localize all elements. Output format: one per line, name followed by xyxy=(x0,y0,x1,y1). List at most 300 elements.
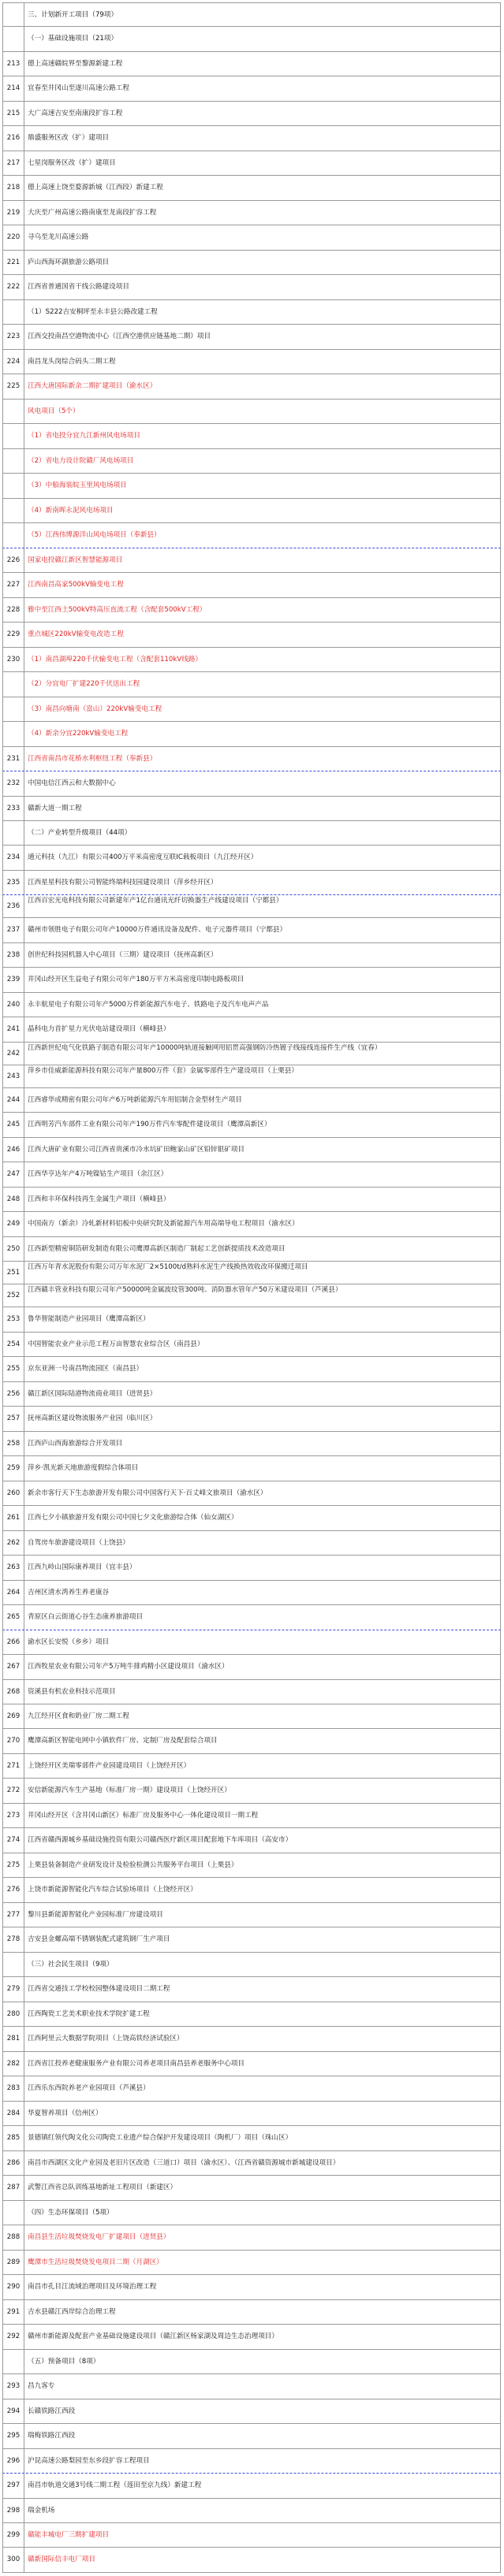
project-name: 京东亚洲一号南昌物流园区（南昌县） xyxy=(28,1365,144,1373)
project-name: （1）南昌湖埠220千伏输变电工程（含配套110kV线路） xyxy=(28,655,203,664)
row-number: 279 xyxy=(3,1977,24,2001)
project-name: 井冈山经开区（含井冈山新区）标准厂房及服务中心一体化建设项目一期工程 xyxy=(28,1811,259,1820)
row-number: 224 xyxy=(3,350,24,374)
table-row xyxy=(2,2449,501,2474)
project-name: （4）新南晖永泥风电场项目 xyxy=(28,506,114,515)
project-name: 雅中至江西土500kV特高压直流工程（含配套500kV工程） xyxy=(28,605,207,614)
project-name: 江西和丰环保科技再生金属生产项目（横峰县） xyxy=(28,1195,170,1203)
table-row xyxy=(2,2474,501,2498)
row-number: 286 xyxy=(3,2151,24,2175)
table-row xyxy=(2,2,501,27)
row-number: 292 xyxy=(3,2325,24,2348)
row-number: 227 xyxy=(3,573,24,597)
project-name: 江西新世纪电气化铁路子制造有限公司年产10000吨轨道接触网用铝贯高强钢防冷热镀子线接线连接件生产线（宜春） xyxy=(28,1043,382,1052)
table-row xyxy=(2,623,501,647)
row-number xyxy=(3,449,24,473)
table-row xyxy=(2,1043,501,1065)
row-number: 247 xyxy=(3,1162,24,1186)
table-row xyxy=(2,1927,501,1952)
table-row xyxy=(2,201,501,225)
table-row xyxy=(2,1704,501,1729)
row-number: 299 xyxy=(3,2523,24,2547)
row-number: 226 xyxy=(3,548,24,572)
project-name: 庐山西海环湖旅游公路项目 xyxy=(28,258,110,266)
table-row xyxy=(2,1556,501,1580)
table-row xyxy=(2,1531,501,1556)
table-row xyxy=(2,2251,501,2275)
project-name: 国家电投赣江新区智慧能源项目 xyxy=(28,556,123,564)
project-name: 风电项目（5个） xyxy=(28,407,80,415)
table-row xyxy=(2,1284,501,1307)
table-row xyxy=(2,1729,501,1753)
row-number: 245 xyxy=(3,1113,24,1136)
row-number: 253 xyxy=(3,1307,24,1331)
project-name: （3）中船海装皖玉里风电场项目 xyxy=(28,481,127,490)
row-number: 258 xyxy=(3,1432,24,1455)
row-number: 296 xyxy=(3,2449,24,2473)
row-number: 222 xyxy=(3,275,24,299)
table-row xyxy=(2,968,501,992)
row-number: 264 xyxy=(3,1581,24,1604)
table-row xyxy=(2,1382,501,1407)
project-name: 江西明芳汽车部件工业有限公司年产190万件汽车零配件建设项目（鹰潭高新区） xyxy=(28,1121,271,1129)
project-name: 德上高速上饶至婺源新城（江西段）新建工程 xyxy=(28,184,163,192)
table-row xyxy=(2,1804,501,1828)
row-number: 255 xyxy=(3,1357,24,1381)
row-number: 294 xyxy=(3,2399,24,2423)
table-row xyxy=(2,1333,501,1357)
project-name: 江西省普通国省干线公路建设项目 xyxy=(28,283,129,292)
project-name: （四）生态环保项目（5项） xyxy=(28,2208,114,2217)
row-number xyxy=(3,722,24,745)
table-row xyxy=(2,846,501,870)
project-name: 江西星星科技有限公司智能终端科技园建设项目（萍乡经开区） xyxy=(28,878,218,887)
project-name: （二）产业转型升级项目（44项） xyxy=(28,828,132,837)
row-number: 241 xyxy=(3,1017,24,1041)
row-number: 248 xyxy=(3,1188,24,1211)
row-number: 298 xyxy=(3,2499,24,2522)
row-number: 263 xyxy=(3,1556,24,1579)
project-name: 江西大唐矿业有限公司江西省贵溪市冷水坑矿田鲍家山矿区铅锌银矿项目 xyxy=(28,1145,245,1154)
row-number: 238 xyxy=(3,943,24,967)
table-row xyxy=(2,1357,501,1381)
table-row xyxy=(2,2027,501,2051)
table-row xyxy=(2,895,501,918)
project-name: （2）省电力设计院赣厂风电场项目 xyxy=(28,456,134,465)
row-number xyxy=(3,499,24,522)
project-name: 长赣铁路江西段 xyxy=(28,2407,76,2415)
row-number: 281 xyxy=(3,2027,24,2050)
project-name: 华夏智养项目（信州区） xyxy=(28,2109,103,2117)
project-name: 重点城区220kV输变电改造工程 xyxy=(28,630,124,639)
row-number xyxy=(3,1953,24,1976)
table-row xyxy=(2,1953,501,1977)
table-row xyxy=(2,1655,501,1679)
row-number: 231 xyxy=(3,747,24,771)
table-row xyxy=(2,2052,501,2076)
row-number: 283 xyxy=(3,2076,24,2100)
project-name: 自驾房车旅游建设项目（上饶县） xyxy=(28,1538,129,1547)
project-name: 江西九岭山国际康养项目（宜丰县） xyxy=(28,1563,136,1572)
table-row xyxy=(2,821,501,846)
table-row xyxy=(2,1088,501,1113)
project-name: （2）分宜电厂扩建220千伏送出工程 xyxy=(28,680,140,689)
row-number: 246 xyxy=(3,1138,24,1162)
row-number: 291 xyxy=(3,2300,24,2324)
table-row xyxy=(2,1506,501,1530)
table-row xyxy=(2,672,501,697)
row-number: 259 xyxy=(3,1456,24,1480)
row-number: 219 xyxy=(3,201,24,225)
project-name: 南昌市孔目江流域治理项目及环境治理工程 xyxy=(28,2283,157,2292)
table-row xyxy=(2,573,501,597)
row-number: 223 xyxy=(3,325,24,348)
table-row xyxy=(2,993,501,1017)
project-name: 德上高速赣皖界至黎源新建工程 xyxy=(28,59,123,68)
row-number: 243 xyxy=(3,1065,24,1087)
row-number xyxy=(3,474,24,497)
project-name: 井冈山经开区生益电子有限公司年产180万平方米高密度印制电路板项目 xyxy=(28,976,245,984)
row-number: 215 xyxy=(3,102,24,125)
table-row xyxy=(2,2076,501,2101)
table-row xyxy=(2,76,501,101)
project-name: （3）南昌向塘南（富山）220kV输变电工程 xyxy=(28,704,162,713)
project-name: 中国电信江西云和大数据中心 xyxy=(28,779,116,788)
project-name: 鼎盛服务区改（扩）建项目 xyxy=(28,134,110,143)
row-number: 256 xyxy=(3,1382,24,1406)
project-name: 江西睿华成精密有限公司年产6万吨新能源汽车用铝制合金型材生产项目 xyxy=(28,1095,242,1104)
row-number: 216 xyxy=(3,126,24,150)
project-name: 江西庐山西海旅游综合开发项目 xyxy=(28,1439,123,1448)
table-row xyxy=(2,251,501,275)
project-name: 大广高速吉安至南康段扩容工程 xyxy=(28,109,123,117)
row-number: 266 xyxy=(3,1630,24,1654)
row-number xyxy=(3,424,24,448)
row-number xyxy=(3,697,24,721)
table-row xyxy=(2,2102,501,2126)
project-name: 新余市客行天下生态旅游开发有限公司中国客行天下·百丈峰文旅项目（渝水区） xyxy=(28,1489,267,1497)
row-number: 285 xyxy=(3,2126,24,2150)
row-number xyxy=(3,672,24,696)
project-name: 中国南方（新余）冷轧新材料铝板中央研究院及新能源汽车用高端导电工程项目（渝水区） xyxy=(28,1220,299,1229)
table-row xyxy=(2,771,501,796)
project-name: 瑞金机场 xyxy=(28,2506,55,2515)
table-row xyxy=(2,548,501,573)
row-number: 214 xyxy=(3,76,24,100)
row-number: 240 xyxy=(3,993,24,1017)
project-name: 江西乐东西院养老产业园项目（芦溪县） xyxy=(28,2084,150,2093)
table-row xyxy=(2,797,501,821)
table-row xyxy=(2,2151,501,2176)
row-number: 234 xyxy=(3,846,24,869)
table-row xyxy=(2,1630,501,1655)
project-name: 南昌龙头岗综合码头二期工程 xyxy=(28,357,116,366)
project-table xyxy=(2,2,501,2573)
row-number: 218 xyxy=(3,176,24,199)
project-name: 鹰潭高新区智能电网中小镇软件厂房、定制厂房及配套综合项目 xyxy=(28,1737,218,1745)
table-row xyxy=(2,1456,501,1481)
project-name: 赣新国际信丰电厂项目 xyxy=(28,2556,95,2564)
project-name: 江西七夕小镇旅游开发有限公司中国七夕文化旅游综合体（仙女湖区） xyxy=(28,1514,238,1522)
table-row xyxy=(2,943,501,968)
row-number: 239 xyxy=(3,968,24,991)
table-row xyxy=(2,2499,501,2523)
table-row xyxy=(2,1779,501,1803)
row-number: 271 xyxy=(3,1754,24,1778)
row-number xyxy=(3,2201,24,2225)
row-number: 250 xyxy=(3,1237,24,1261)
project-name: 晶科电力首扩星力光伏电站建设项目（横峰县） xyxy=(28,1025,170,1034)
table-row xyxy=(2,1188,501,1212)
project-name: 江西百宏光电科技有限公司新建年产1亿台通讯光纤切换器生产线建设项目（宁都县） xyxy=(28,897,283,905)
row-number: 269 xyxy=(3,1704,24,1728)
table-row xyxy=(2,2374,501,2399)
row-number: 276 xyxy=(3,1878,24,1901)
project-name: 江西南昌高家500kV输变电工程 xyxy=(28,581,124,589)
table-row xyxy=(2,1162,501,1187)
project-name: 赣江新区国际陆港物流商业项目（进贤县） xyxy=(28,1389,157,1398)
row-number: 268 xyxy=(3,1680,24,1704)
table-row xyxy=(2,325,501,349)
table-row xyxy=(2,1754,501,1779)
table-row xyxy=(2,598,501,623)
project-name: 通元科技（九江）有限公司400万平米高密度互联IC载板项目（九江经开区） xyxy=(28,853,258,862)
project-name: 昌九客专 xyxy=(28,2382,55,2391)
table-row xyxy=(2,747,501,771)
row-number: 290 xyxy=(3,2275,24,2299)
row-number: 229 xyxy=(3,623,24,646)
row-number: 275 xyxy=(3,1853,24,1877)
project-name: 瑞梅铁路江西段 xyxy=(28,2432,76,2440)
row-number: 295 xyxy=(3,2424,24,2448)
table-row xyxy=(2,1113,501,1137)
row-number: 233 xyxy=(3,797,24,820)
table-row xyxy=(2,52,501,76)
project-name: 武警江西省总队训练基地新址工程项目（新建区） xyxy=(28,2184,177,2192)
project-name: 景德镇红领代陶文化公司陶瓷工业遗产综合保护开发建设项目（陶机厂）项目（珠山区） xyxy=(28,2134,293,2143)
table-row xyxy=(2,1017,501,1042)
project-name: （1）省电投分宜九江新州风电场项目 xyxy=(28,432,140,440)
project-name: 大庆至广州高速公路南康至龙南段扩容工程 xyxy=(28,208,157,217)
project-name: 吉州区清水湾养生养老康谷 xyxy=(28,1588,110,1597)
project-name: 赣能丰城电厂三期扩建项目 xyxy=(28,2530,110,2539)
row-number: 225 xyxy=(3,374,24,398)
row-number: 287 xyxy=(3,2176,24,2199)
table-row xyxy=(2,1853,501,1878)
table-row xyxy=(2,1237,501,1262)
table-row xyxy=(2,374,501,399)
table-row xyxy=(2,1481,501,1506)
table-row xyxy=(2,499,501,523)
table-row xyxy=(2,2225,501,2250)
row-number: 278 xyxy=(3,1927,24,1951)
row-number xyxy=(3,400,24,423)
project-name: 赣州市新能源及配套产业基础设施建设项目（赣江新区杨家湖及周边生态治理项目） xyxy=(28,2333,278,2341)
table-row xyxy=(2,126,501,151)
table-row xyxy=(2,2176,501,2200)
row-number: 221 xyxy=(3,251,24,274)
table-row xyxy=(2,2350,501,2374)
project-name: 江西阿里云大数据学院项目（上饶高铁经济试验区） xyxy=(28,2035,184,2043)
project-name: 赣新大道一期工程 xyxy=(28,804,82,812)
row-number: 272 xyxy=(3,1779,24,1802)
project-name: 青原区白云街道心谷生态康养旅游项目 xyxy=(28,1613,144,1622)
table-row xyxy=(2,2275,501,2299)
table-row xyxy=(2,275,501,299)
table-row xyxy=(2,1878,501,1902)
table-row xyxy=(2,1977,501,2002)
table-row xyxy=(2,2300,501,2325)
row-number: 274 xyxy=(3,1828,24,1852)
row-number: 251 xyxy=(3,1262,24,1284)
project-name: 萍乡·凯光新天地旅游度假综合体项目 xyxy=(28,1464,139,1473)
table-row xyxy=(2,27,501,51)
table-row xyxy=(2,102,501,126)
project-name: 上栗县装备制造产业研发设计及检验检测公共服务平台项目（上栗县） xyxy=(28,1860,238,1869)
table-row xyxy=(2,1138,501,1162)
table-row xyxy=(2,918,501,942)
row-number: 267 xyxy=(3,1655,24,1678)
table-row xyxy=(2,1605,501,1630)
row-number: 297 xyxy=(3,2474,24,2497)
table-row xyxy=(2,400,501,424)
project-name: 江西华亨达年产4万吨镍钴生产项目（余江区） xyxy=(28,1170,168,1179)
project-name: 南昌市轨道交通3号线二期工程（莲田至京九线）新建工程 xyxy=(28,2481,202,2490)
project-name: 赣州市领胜电子有限公司年产10000万件通讯设备及配件、电子元器件项目（宁都县） xyxy=(28,926,287,935)
row-number xyxy=(3,523,24,547)
project-name: 南昌市西湖区文化产业园及老旧片区改造（三道口）项目（渝水区）、（江西省赣资源城市新城建设项目） xyxy=(28,2158,340,2167)
row-number: 236 xyxy=(3,895,24,917)
project-name: （三）社会民生项目（9项） xyxy=(28,1960,114,1968)
row-number: 300 xyxy=(3,2548,24,2571)
row-number: 252 xyxy=(3,1284,24,1307)
project-name: 江西交投南昌空港物流中心（江西空港供应链基地二期）项目 xyxy=(28,333,211,341)
row-number xyxy=(3,300,24,324)
project-name: 江西省江投养老健康服务产业有限公司养老项目南昌县养老服务中心项目 xyxy=(28,2059,245,2068)
project-name: 中国智能农业产业示范工程万亩智慧农业综合区（南昌县） xyxy=(28,1340,204,1348)
row-number: 262 xyxy=(3,1531,24,1555)
row-number: 280 xyxy=(3,2002,24,2026)
project-name: 创世纪科技园机器人中心项目（三期）建设项目（抚州高新区） xyxy=(28,950,218,959)
project-name: 江西省南昌市花桥水利枢纽工程（奉新县） xyxy=(28,754,157,763)
row-number: 217 xyxy=(3,151,24,175)
row-number: 277 xyxy=(3,1903,24,1927)
row-number: 261 xyxy=(3,1506,24,1530)
table-row xyxy=(2,176,501,200)
project-name: 九江经开区食和奶业厂房二期工程 xyxy=(28,1712,129,1720)
row-number xyxy=(3,821,24,845)
project-name: 江西陶瓷工艺美术职业技术学院扩建工程 xyxy=(28,2009,150,2018)
table-row xyxy=(2,871,501,895)
row-number: 220 xyxy=(3,225,24,249)
table-row xyxy=(2,1903,501,1927)
table-row xyxy=(2,1581,501,1605)
project-name: 抚州高新区建设物流服务产业园（临川区） xyxy=(28,1414,157,1423)
table-row xyxy=(2,1307,501,1332)
project-name: 萍乡市佳威新能源科技有限公司年产量800万件（套）金属零部件生产建设项目（上栗县） xyxy=(28,1066,298,1075)
project-name: 三、计划新开工项目（79项） xyxy=(28,11,118,19)
project-name: 上饶经开区美瑞零部件产业园建设项目（上饶经开区） xyxy=(28,1761,191,1770)
table-row xyxy=(2,523,501,548)
row-number: 249 xyxy=(3,1212,24,1236)
table-row xyxy=(2,2548,501,2572)
row-number: 260 xyxy=(3,1481,24,1505)
project-name: 江西大唐国际新余二期扩建项目（渝水区） xyxy=(28,382,157,391)
project-name: 永丰航星电子有限公司年产5000万件新能源汽车电子、铁路电子及汽车电声产品 xyxy=(28,1000,269,1009)
project-name: 吉安县金螺高端不锈钢装配式建筑钢厂生产项目 xyxy=(28,1935,170,1944)
row-number xyxy=(3,27,24,50)
table-row xyxy=(2,1828,501,1853)
row-number: 228 xyxy=(3,598,24,622)
project-name: 南昌县生活垃圾焚烧发电厂扩建项目（进贤县） xyxy=(28,2233,170,2242)
project-name: （五）预备项目（8项） xyxy=(28,2357,100,2366)
project-name: 安信新能源汽车生产基地（标准厂房一期）建设项目（上饶经开区） xyxy=(28,1786,231,1795)
project-name: 江西省交通技工学校校园整体建设项目二期工程 xyxy=(28,1985,170,1994)
table-row xyxy=(2,2399,501,2424)
table-row xyxy=(2,424,501,448)
row-number: 288 xyxy=(3,2225,24,2249)
project-name: 黎川县新能源智能化产业园标准厂房建设项目 xyxy=(28,1910,163,1919)
row-number: 289 xyxy=(3,2251,24,2274)
table-row xyxy=(2,1407,501,1431)
project-name: （4）新余分宜220kV输变电工程 xyxy=(28,730,129,738)
row-number: 270 xyxy=(3,1729,24,1753)
project-name: 资溪县有机农业科技示范项目 xyxy=(28,1687,116,1696)
row-number: 235 xyxy=(3,871,24,894)
project-name: 江西万年青水泥股份有限公司万年水泥厂2×5100t/d熟料水泥生产线换热效收改环保搬迁项目 xyxy=(28,1263,308,1272)
table-row xyxy=(2,350,501,374)
table-row xyxy=(2,1262,501,1284)
project-name: （1）S222吉安桐坪至永丰县公路改建工程 xyxy=(28,307,158,316)
row-number xyxy=(3,2350,24,2373)
row-number: 284 xyxy=(3,2102,24,2125)
table-row xyxy=(2,1432,501,1456)
table-row xyxy=(2,2002,501,2027)
row-number xyxy=(3,3,24,26)
row-number: 244 xyxy=(3,1088,24,1112)
table-row xyxy=(2,225,501,250)
row-number: 213 xyxy=(3,52,24,76)
project-name: 江西赣丰管业科技有限公司年产50000吨金属波纹管300吨、消防器水管年产50万米建设项目（芦溪县） xyxy=(28,1286,342,1295)
table-row xyxy=(2,300,501,325)
table-row xyxy=(2,2126,501,2150)
table-row xyxy=(2,2424,501,2448)
project-name: 上饶市新能源智能化汽车综合试验场项目（上饶经开区） xyxy=(28,1886,197,1894)
project-name: 渝水区长安悦（乡乡）项目 xyxy=(28,1637,110,1646)
table-row xyxy=(2,1065,501,1088)
project-name: 七星岗服务区改（扩）建项目 xyxy=(28,158,116,167)
table-row xyxy=(2,449,501,474)
project-name: 江西省赣西源城乡基础设施投资有限公司赣西医疗新区项目配套地下车库项目（高安市） xyxy=(28,1836,293,1845)
row-number: 282 xyxy=(3,2052,24,2076)
project-name: 鲁华智能制造产业园项目（鹰潭高新区） xyxy=(28,1315,150,1324)
row-number: 254 xyxy=(3,1333,24,1356)
project-name: 吉水县赣江西岸综合治理工程 xyxy=(28,2307,116,2316)
project-name: 江西牧星农业有限公司年产5万吨牛排鸡精小区建设项目（渝水区） xyxy=(28,1663,229,1671)
table-row xyxy=(2,151,501,176)
row-number: 257 xyxy=(3,1407,24,1430)
table-row xyxy=(2,697,501,722)
project-name: 宜春至井冈山至遂川高速公路工程 xyxy=(28,84,129,93)
table-row xyxy=(2,648,501,672)
table-row xyxy=(2,2325,501,2349)
row-number: 242 xyxy=(3,1043,24,1065)
project-name: （一）基础设施项目（21项） xyxy=(28,35,118,43)
table-row xyxy=(2,1680,501,1704)
row-number: 293 xyxy=(3,2374,24,2398)
project-name: 江西新型精密铜箔研发制造有限公司鹰潭高新区制造厂制起工艺创新提质技术改造项目 xyxy=(28,1244,286,1253)
row-number: 230 xyxy=(3,648,24,671)
